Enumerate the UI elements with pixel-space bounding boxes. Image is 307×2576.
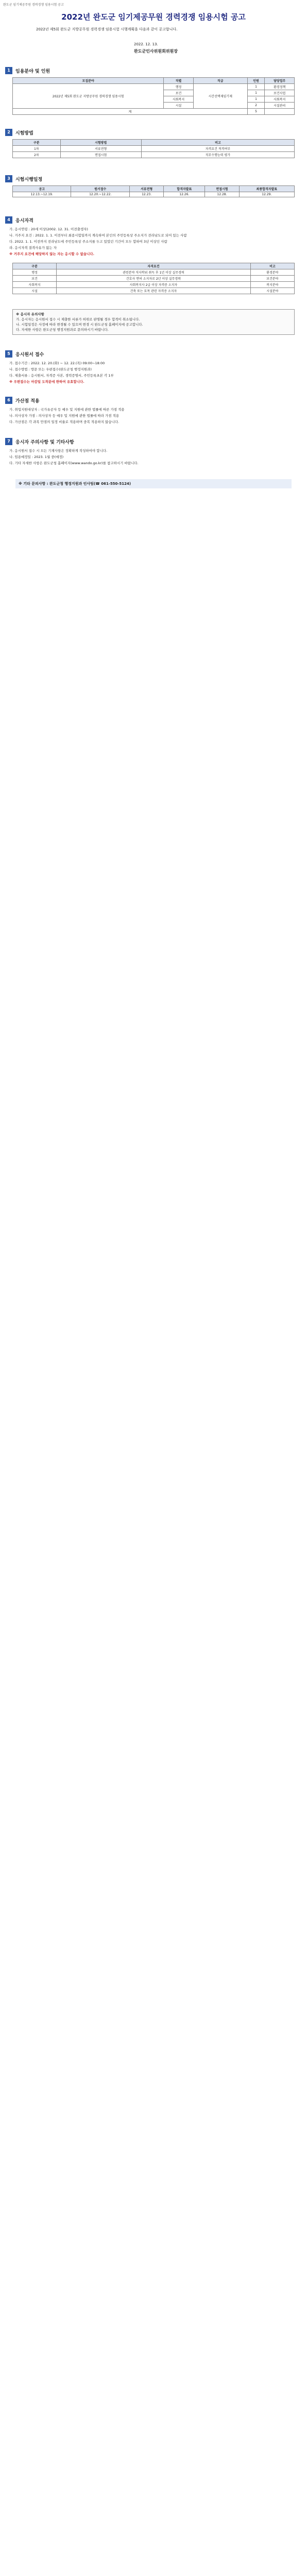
table-cell: 1 xyxy=(247,90,265,96)
table-header: 담당업무 xyxy=(265,78,295,84)
notice-line: 가. 응시자는 응시원서 접수 시 제출한 서류가 허위로 판명될 경우 합격이 취소됩니다. xyxy=(16,317,140,321)
total-value: 5 xyxy=(247,109,265,115)
text-line: 라. 응시자격 결격사유가 없는 자 xyxy=(9,246,57,250)
notice-line: 다. 자세한 사항은 완도군청 행정지원과로 문의하시기 바랍니다. xyxy=(16,328,109,332)
section-label: 응시자격 xyxy=(15,218,33,224)
table-cell: 사회복지 xyxy=(265,96,295,103)
total-label: 계 xyxy=(13,109,248,115)
table-cell: 건축 또는 토목 관련 자격증 소지자 xyxy=(57,288,251,294)
text-line: 나. 의사상자 가점 : 의사상자 등 예우 및 지원에 관한 법률에 따라 가점 적용 xyxy=(9,414,120,418)
table-row xyxy=(13,269,295,276)
section-label: 시험시행일정 xyxy=(15,177,43,182)
text-line: 나. 임용예정일 : 2023. 1월 중(예정) xyxy=(9,455,64,459)
table-cell: 보건사업 xyxy=(265,90,295,96)
schedule-table xyxy=(12,185,295,197)
table-header: 직렬 xyxy=(164,78,194,84)
table-cell: 복지분야 xyxy=(250,282,294,288)
section-6-heading xyxy=(5,397,40,404)
section-7-heading xyxy=(5,438,74,445)
section-5-heading xyxy=(5,350,44,358)
table-row xyxy=(13,276,295,282)
table-cell: 시설 xyxy=(164,103,194,109)
table-cell: 시설 xyxy=(13,288,57,294)
section-label: 가산점 적용 xyxy=(15,398,40,404)
table-header: 자격요건 xyxy=(57,263,251,269)
table-header: 비고 xyxy=(250,263,294,269)
table-header: 구분 xyxy=(13,140,61,146)
table-cell: 사회복지 xyxy=(164,96,194,103)
table-header: 서류전형 xyxy=(129,186,163,192)
section-5-body xyxy=(9,361,298,385)
announce-date: 2022. 12. 13. xyxy=(134,42,158,46)
table-cell: 시간선택제임기제 xyxy=(193,84,247,109)
table-cell: 2차 xyxy=(13,152,61,158)
text-line: 나. 거주지 요건 : 2022. 1. 1. 이전부터 최종시험일까지 계속하여 본인의 주민등록상 주소지가 전라남도로 되어 있는 사람 xyxy=(9,233,187,238)
text-line: 다. 기타 자세한 사항은 완도군청 홈페이지(www.wando.go.kr)를 참고하시기 바랍니다. xyxy=(9,461,139,465)
section-label: 응시자 주의사항 및 기타사항 xyxy=(15,439,74,445)
table-cell: 2022년 제5회 완도군 지방공무원 경력경쟁 임용시험 xyxy=(13,84,164,109)
table-header: 시험방법 xyxy=(60,140,141,146)
table-header: 공고 xyxy=(13,186,71,192)
text-line: 다. 2022. 1. 1. 이전까지 전라남도에 주민등록상 주소지를 두고 있었던 기간이 모두 합하여 3년 이상인 사람 xyxy=(9,240,167,244)
section-number: 3 xyxy=(5,175,12,182)
table-header: 최종합격자발표 xyxy=(239,186,294,192)
table-row xyxy=(13,84,295,90)
table-cell: 12.29. xyxy=(239,192,294,197)
warning-line: ※ 우편접수는 마감일 도착분에 한하여 유효합니다. xyxy=(9,380,84,384)
text-line: 가. 응시연령 : 20세 이상(2002. 12. 31. 이전출생자) xyxy=(9,227,88,231)
exam-method-table xyxy=(12,139,295,158)
intro-text: 2022년 제5회 완도군 지방공무원 경력경쟁 임용시험 시행계획을 다음과 같이 공고합니다. xyxy=(36,27,178,31)
table-cell: 행정 xyxy=(164,84,194,90)
text-line: 가. 취업지원대상자 : 국가유공자 등 예우 및 지원에 관한 법률에 따른 가점 적용 xyxy=(9,408,125,412)
section-number: 7 xyxy=(5,438,12,445)
table-cell: 12.13.~12.19. xyxy=(13,192,71,197)
qualification-table xyxy=(12,263,295,294)
table-cell: 1차 xyxy=(13,146,61,152)
section-label: 임용분야 및 인원 xyxy=(15,69,50,74)
section-3-heading xyxy=(5,175,42,182)
section-label: 시험방법 xyxy=(15,130,33,136)
table-row xyxy=(13,288,295,294)
table-cell: 사회복지사 2급 이상 자격증 소지자 xyxy=(57,282,251,288)
text-line: 가. 응시원서 접수 시 모든 기재사항은 정확하게 작성하여야 합니다. xyxy=(9,449,108,453)
text-line: 가. 접수기간 : 2022. 12. 20.(화) ~ 12. 22.(목) 09:00~18:00 xyxy=(9,361,105,365)
text-line: 다. 가산점은 각 과목 만점의 일정 비율로 적용하며 중복 적용하지 않습니다. xyxy=(9,420,120,424)
table-cell: 시설분야 xyxy=(250,288,294,294)
table-row xyxy=(13,192,295,197)
table-row xyxy=(13,146,295,152)
table-header: 합격자발표 xyxy=(164,186,205,192)
section-2-heading xyxy=(5,129,33,136)
text-line: 나. 접수방법 : 방문 또는 우편접수(완도군청 행정지원과) xyxy=(9,367,92,371)
table-cell: 12.20.~12.22. xyxy=(71,192,129,197)
notice-title: ※ 응시자 유의사항 xyxy=(16,312,44,316)
table-cell: 12.26. xyxy=(164,192,205,197)
table-header: 원서접수 xyxy=(71,186,129,192)
table-cell: 환경정책 xyxy=(265,84,295,90)
section-6-body xyxy=(9,407,298,426)
section-number: 5 xyxy=(5,350,12,358)
table-cell: 자격요건 적격여부 xyxy=(141,146,294,152)
table-cell: 면접시험 xyxy=(60,152,141,158)
table-cell: 보건 xyxy=(13,276,57,282)
table-cell: 12.23. xyxy=(129,192,163,197)
table-cell: 12.28. xyxy=(205,192,239,197)
table-cell: 1 xyxy=(247,84,265,90)
notice-line: 나. 시험일정은 사정에 따라 변경될 수 있으며 변경 시 완도군청 홈페이지에 공고합니다. xyxy=(16,323,143,327)
page-title: 2022년 완도군 임기제공무원 경력경쟁 임용시험 공고 xyxy=(61,12,246,22)
table-row xyxy=(13,282,295,288)
header-topline: 완도군 임기제공무원 경력경쟁 임용시험 공고 xyxy=(3,3,64,7)
table-header: 비고 xyxy=(141,140,294,146)
table-cell: 환경분야 xyxy=(250,269,294,276)
table-cell: 시설관리 xyxy=(265,103,295,109)
section-number: 1 xyxy=(5,67,12,74)
table-header: 직급 xyxy=(193,78,247,84)
table-cell: 2 xyxy=(247,103,265,109)
authority-name: 완도군인사위원회위원장 xyxy=(134,49,178,54)
section-label: 응시원서 접수 xyxy=(15,352,44,358)
recruit-table xyxy=(12,77,295,115)
table-header: 구분 xyxy=(13,263,57,269)
table-cell: 사회복지 xyxy=(13,282,57,288)
table-cell: 행정 xyxy=(13,269,57,276)
section-number: 4 xyxy=(5,216,12,224)
contact-footer: ※ 기타 문의사항 : 완도군청 행정지원과 인사팀(☎ 061-550-5124) xyxy=(15,479,292,488)
table-header: 인원 xyxy=(247,78,265,84)
section-7-body xyxy=(9,448,298,467)
table-cell: 보건 xyxy=(164,90,194,96)
warning-line: ※ 거주지 요건에 해당하지 않는 자는 응시할 수 없습니다. xyxy=(9,252,95,256)
table-cell: 간호사 면허 소지자로 2년 이상 실무경력 xyxy=(57,276,251,282)
section-number: 6 xyxy=(5,397,12,404)
table-cell: 서류전형 xyxy=(60,146,141,152)
section-number: 2 xyxy=(5,129,12,136)
text-line: 다. 제출서류 : 응시원서, 자격증 사본, 경력증명서, 주민등록초본 각 1부 xyxy=(9,374,114,378)
table-header: 면접시험 xyxy=(205,186,239,192)
table-header: 모집분야 xyxy=(13,78,164,84)
section-4-body xyxy=(9,227,298,258)
notice-box xyxy=(12,309,295,335)
table-cell: 1 xyxy=(247,96,265,103)
table-row xyxy=(13,152,295,158)
section-4-heading xyxy=(5,216,33,224)
table-cell: 관련분야 석사학위 취득 후 1년 이상 실무경력 xyxy=(57,269,251,276)
table-cell: 보건분야 xyxy=(250,276,294,282)
table-cell: 직무수행능력 평가 xyxy=(141,152,294,158)
section-1-heading xyxy=(5,67,50,74)
table-total-row xyxy=(13,109,295,115)
